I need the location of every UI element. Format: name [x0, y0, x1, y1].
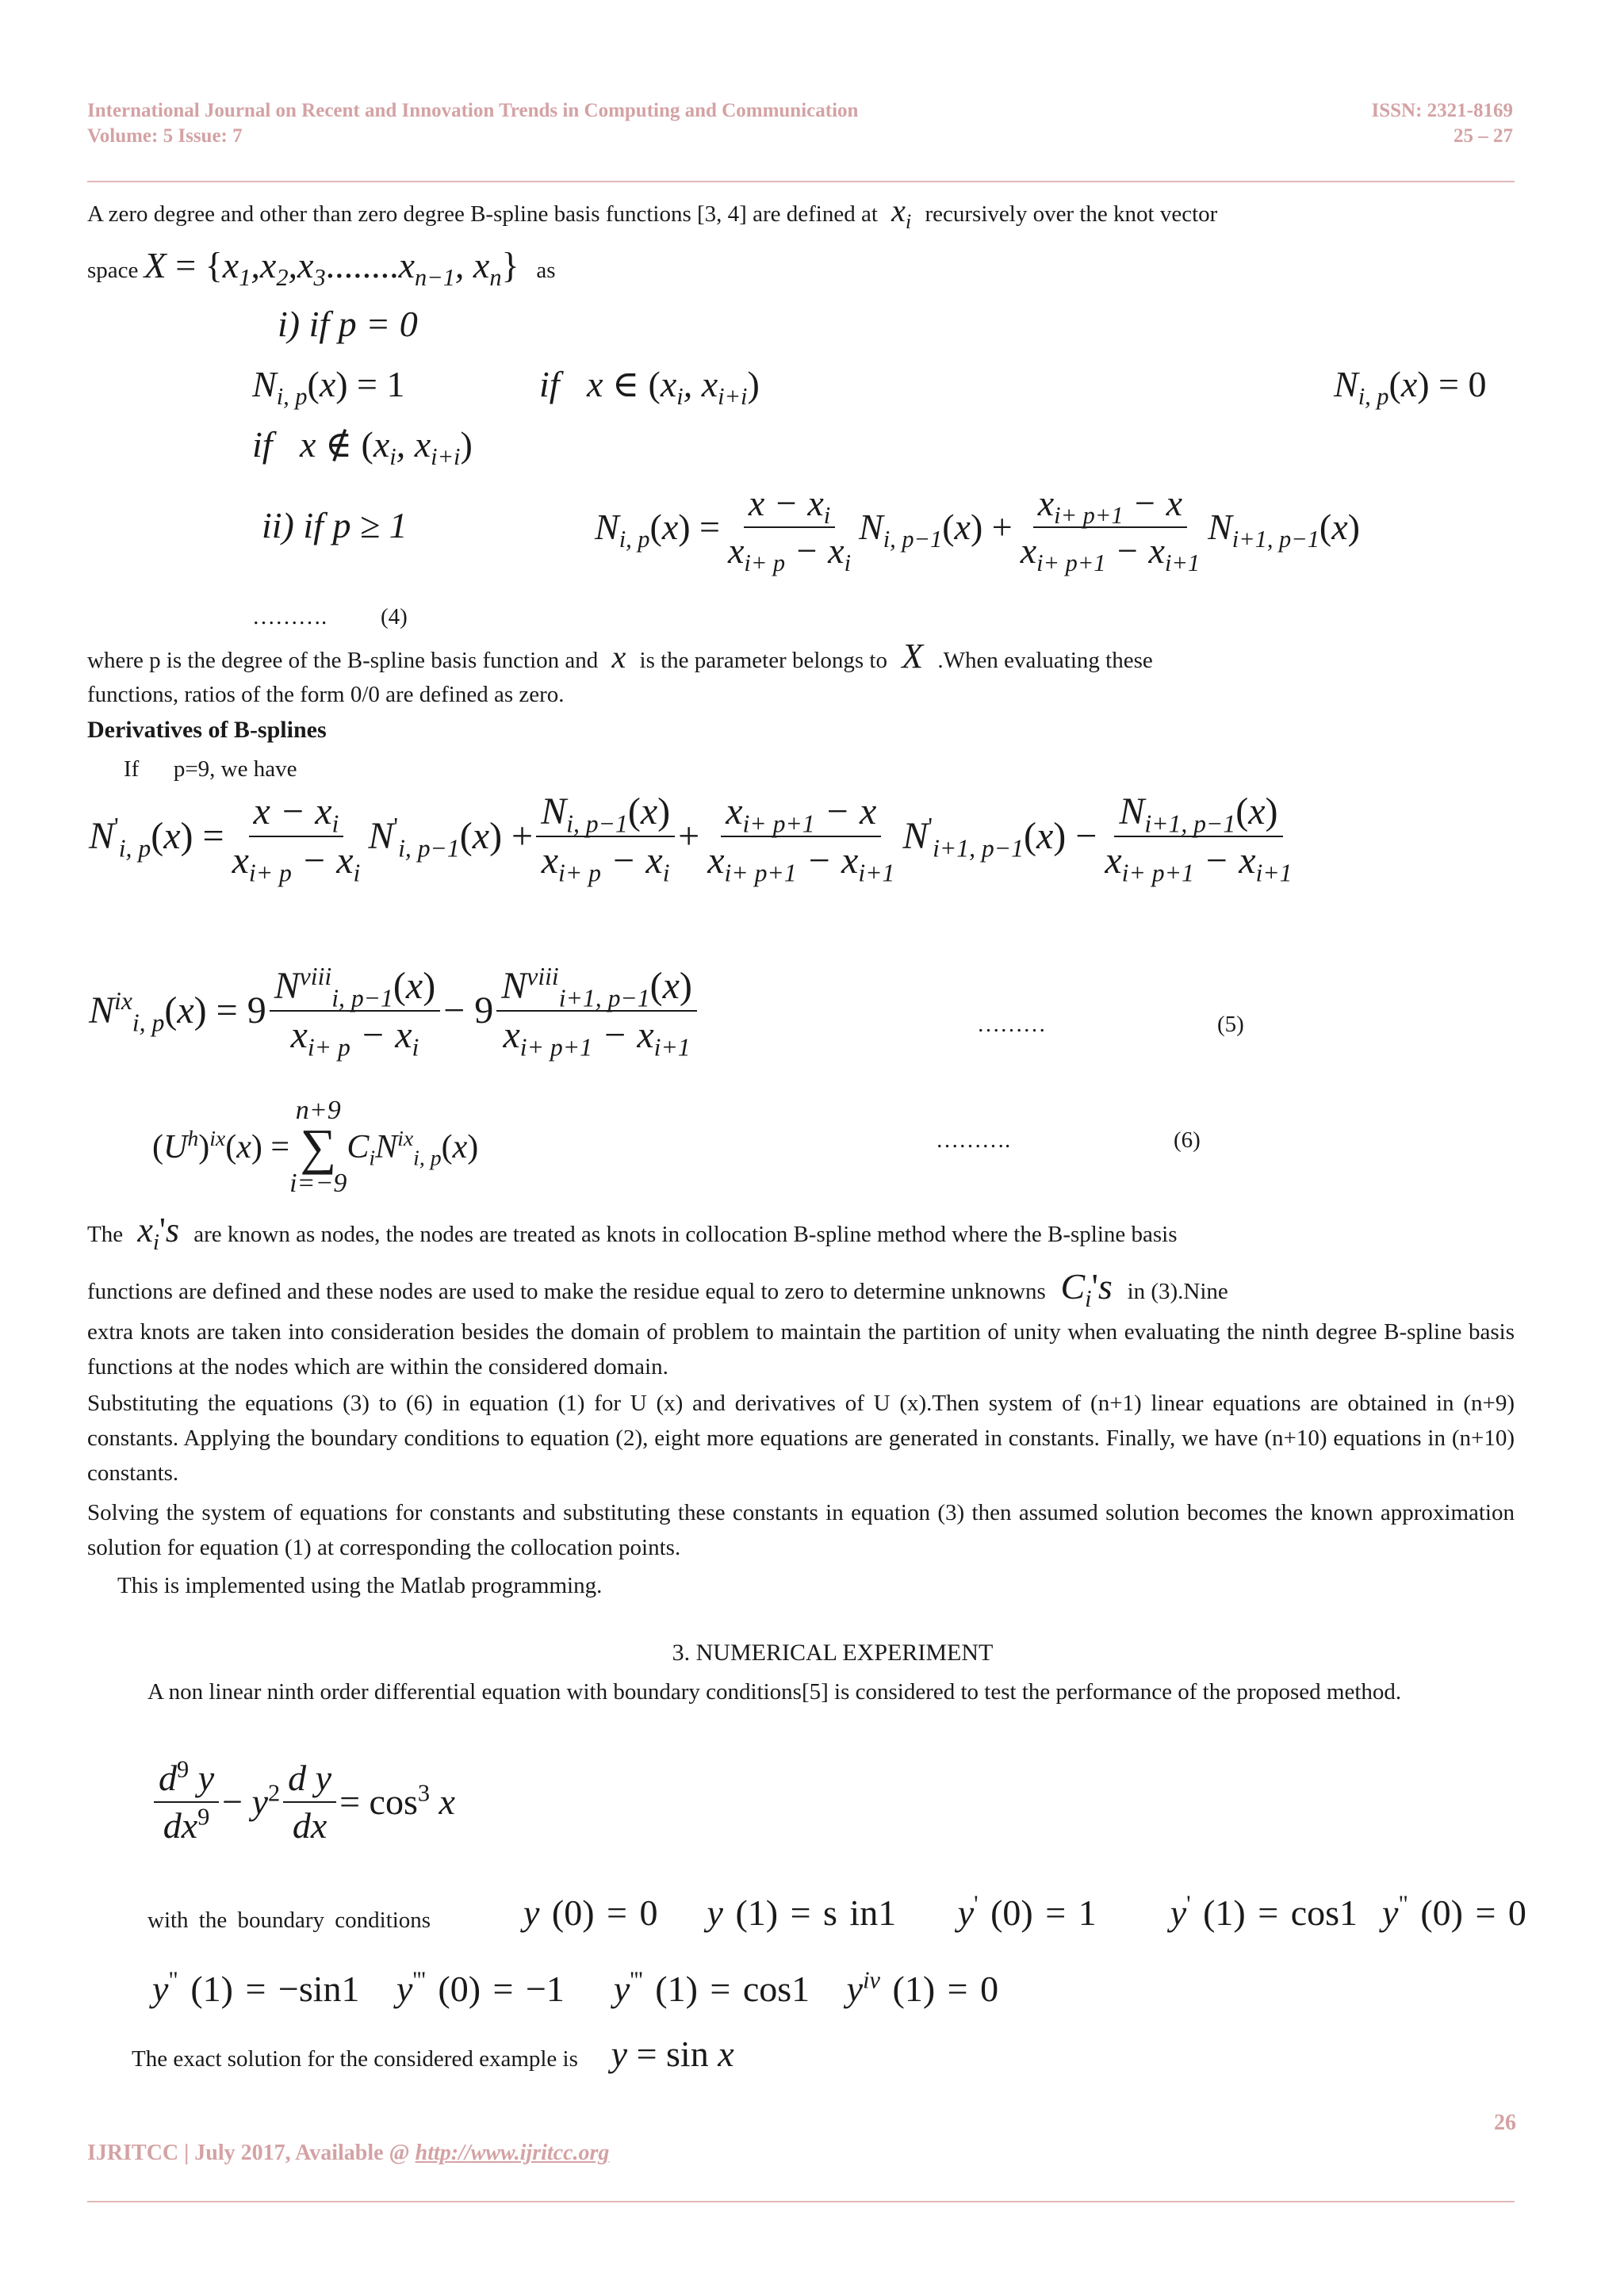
- footer-citation: [87, 2141, 609, 2166]
- nodes-text-b: are known as nodes, the nodes are treated as knots in collocation B-spline method where the B-spline basis: [193, 1222, 1178, 1247]
- experiment-paragraph: A non linear ninth order differential equation with boundary conditions[5] is considered to test the performance of the proposed method.: [147, 1679, 1402, 1705]
- nodes-line-1: [87, 1211, 1515, 1255]
- math-ninth-derivative: $N^{ix}_{i, p}(x) = 9$ $\frac{N^{viii}_{i, p-1}(x)}{x_{i+ p} - x_i}$ − 9 $\frac{N^{viii}_{i+1, p-1}(x)}{x_{i+ p+1} - x_{i+1}}$: [89, 967, 700, 1054]
- math-diff-equation: $\frac{d^9 y}{dx^9}$ − $y^2$ $\frac{\text{d y}}{dx}$ = $\cos^3$ x: [151, 1760, 455, 1844]
- page-number: 26: [1494, 2110, 1516, 2135]
- para-solving: Solving the system of equations for constants and substituting these constants in equation (3) then assumed solution becomes the known approximation solution for equation (1) at corresponding the collocation points.: [87, 1500, 1515, 1560]
- math-n-equals-zero: $N_{i, p}(x) = 0$: [1334, 364, 1487, 411]
- exact-label: The exact solution for the considered example is: [132, 2046, 578, 2072]
- page-range: 25 – 27: [1454, 125, 1513, 147]
- eq6-dots: ……….: [936, 1127, 1011, 1153]
- nodes-text-d: in (3).Nine: [1127, 1279, 1228, 1304]
- intro-space: space: [87, 258, 139, 283]
- journal-title: International Journal on Recent and Innovation Trends in Computing and Communication: [87, 100, 859, 121]
- intro-text-b: recursively over the knot vector: [925, 201, 1218, 227]
- where-line-2: functions, ratios of the form 0/0 are defined as zero.: [87, 682, 565, 707]
- math-n-equals-one: $N_{i, p}(x) = 1$: [252, 364, 405, 411]
- exact-solution-line: [132, 2036, 734, 2076]
- math-xi: $x_i$: [883, 193, 912, 233]
- nodes-text-c: functions are defined and these nodes are used to make the residue equal to zero to determine unknowns: [87, 1279, 1046, 1304]
- footer-text: IJRITCC | July 2017, Available @: [87, 2141, 410, 2165]
- eq6-number: (6): [1174, 1127, 1201, 1153]
- where-text-c: .When evaluating these: [937, 648, 1153, 673]
- math-bc-line-2: y" (1) = −sin1 y''' (0) = −1 y''' (1) = cos1 $y^{iv}$ (1) = 0: [152, 1966, 999, 2009]
- case-1-label: i) if p = 0: [278, 304, 418, 344]
- intro-line: [87, 195, 1515, 232]
- math-recursion: $N_{i, p}(x)$ = $\frac{x - x_i}{x_{i+ p} - x_i}$ $N_{i, p-1}(x)$ + $\frac{x_{i+ p+1} - x}{x_{i+ p+1} - x_{i+1}}$ $N_{i+1, p-1}(x)$: [595, 483, 1360, 577]
- math-first-derivative: $N'_{i, p}(x)$ = $\frac{x - x_i}{x_{i+ p} - x_i}$ $N'_{i, p-1}(x)$ + $\frac{N_{i, p-1}(x)}{x_{i+ p} - x_i}$ + $\frac{x_{i+ p+1} - x}{x_{i+ p+1} - x_{i+1}}$ $N'_{i+1, p-1}(x)$ − $\frac{N_{i+1, p-1}(x)}{x_{i+ p+1} - x_{i+1}}$: [89, 790, 1293, 887]
- if-p-9: If p=9, we have: [124, 756, 297, 782]
- eq5-dots: ………: [977, 1012, 1046, 1037]
- math-knot-vector: $X = \{x_1,x_2,x_3........x_{n-1}$, $x_n$}: [144, 245, 519, 292]
- eq5-number: (5): [1217, 1012, 1244, 1037]
- math-sum-approx: $(U^h)^{ix}(x)$ = n+9 ∑ i=−9 $C_iN^{ix}_{i, p}(x)$: [152, 1096, 479, 1198]
- where-text-b: is the parameter belongs to: [639, 648, 887, 673]
- volume-issue: Volume: 5 Issue: 7: [87, 125, 243, 147]
- section-heading: 3. NUMERICAL EXPERIMENT: [672, 1640, 994, 1666]
- issn: ISSN: 2321-8169: [1371, 100, 1513, 121]
- intro-text-a: A zero degree and other than zero degree B-spline basis functions [3, 4] are defined at: [87, 201, 878, 227]
- intro-as: as: [536, 258, 556, 283]
- case-2-label: ii) if p ≥ 1: [262, 505, 408, 545]
- math-bc-line-1: y (0) = 0 y (1) = s in1 y' (0) = 1 y' (1) = cos1 y" (0) = 0: [523, 1890, 1526, 1933]
- math-if-in: if x ∈ ($x_i$, $x_{i+i}$): [539, 364, 760, 411]
- para-matlab: This is implemented using the Matlab programming.: [117, 1573, 603, 1598]
- math-exact-solution: y = sin x: [584, 2034, 734, 2074]
- math-x: x: [603, 639, 634, 675]
- knot-vector-line: [87, 245, 556, 292]
- para-substituting: Substituting the equations (3) to (6) in equation (1) for U (x) and derivatives of U (x).Then system of (n+1) linear equations are obtained in (n+9) constants. Applying the boundary conditions to equation (2), eight more equations are generated in constants. Finally, we have (n+10) equations in (n+10) constants.: [87, 1391, 1515, 1486]
- bc-label: with the boundary conditions: [147, 1908, 431, 1933]
- eq4-dots: ……….: [252, 604, 327, 629]
- where-line: [87, 639, 1153, 678]
- derivatives-heading: Derivatives of B-splines: [87, 717, 327, 743]
- footer-rule: [87, 2201, 1515, 2202]
- eq4-number: (4): [381, 604, 408, 629]
- where-text-a: where p is the degree of the B-spline basis function and: [87, 648, 599, 673]
- math-X: X: [893, 637, 933, 675]
- math-if-notin: if x ∉ ($x_i$, $x_{i+i}$): [252, 424, 473, 471]
- math-xis: $x_i's$: [128, 1211, 189, 1255]
- para-extra-knots: extra knots are taken into consideration besides the domain of problem to maintain the partition of unity when evaluating the ninth degree B-spline basis functions at the nodes which are within the considered domain.: [87, 1319, 1515, 1380]
- header-rule: [87, 181, 1515, 182]
- nodes-line-2: [87, 1266, 1515, 1313]
- math-cis: $C_i's$: [1051, 1266, 1122, 1313]
- nodes-text-a: The: [87, 1222, 124, 1247]
- footer-link[interactable]: http://www.ijritcc.org: [415, 2141, 610, 2165]
